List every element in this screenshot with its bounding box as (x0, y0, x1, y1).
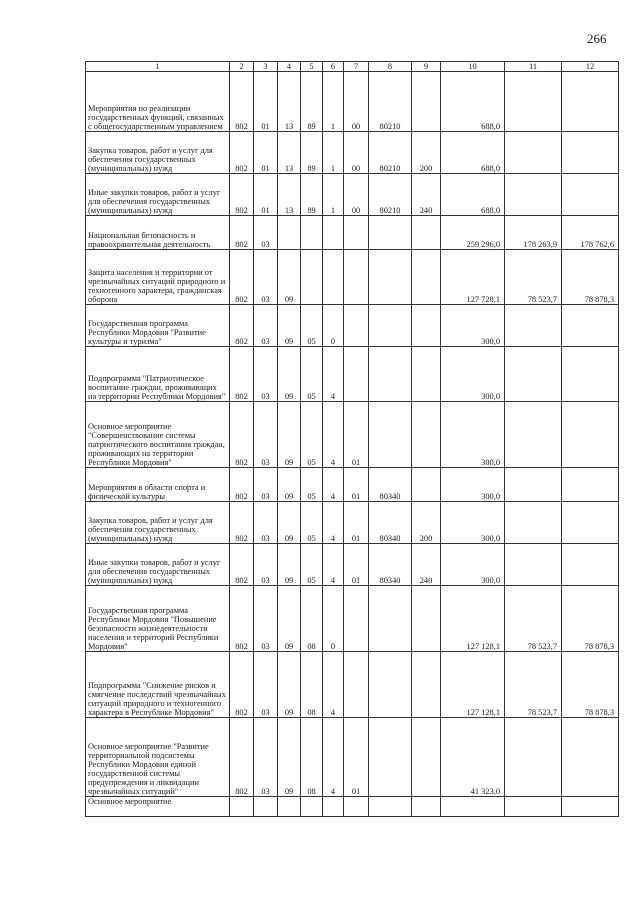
cell-col-2: 802 (230, 216, 254, 250)
cell-col-4: 09 (278, 718, 301, 797)
column-header-12: 12 (562, 62, 619, 72)
cell-col-12 (562, 544, 619, 586)
cell-col-12: 78 878,3 (562, 586, 619, 652)
cell-col-6: 4 (323, 544, 344, 586)
cell-col-11 (505, 468, 562, 502)
cell-col-4: 09 (278, 652, 301, 718)
cell-col-7 (344, 652, 369, 718)
cell-col-6: 0 (323, 305, 344, 347)
cell-col-6: 1 (323, 174, 344, 216)
cell-col-9 (412, 586, 441, 652)
cell-col-2 (230, 797, 254, 817)
cell-col-11: 78 523,7 (505, 250, 562, 305)
table-row (86, 250, 619, 305)
cell-col-5: 05 (301, 502, 323, 544)
cell-col-9 (412, 72, 441, 132)
cell-col-4: 13 (278, 174, 301, 216)
cell-col-12 (562, 797, 619, 817)
row-name: Основное мероприятие "Развитие территориальной подсистемы Республики Мордовия единой государственной системы предупреждения и ликвидации чрезвычайных ситуаций" (86, 718, 230, 797)
cell-col-6 (323, 216, 344, 250)
cell-col-9 (412, 305, 441, 347)
table-row (86, 305, 619, 347)
cell-col-8: 80210 (369, 174, 412, 216)
column-header-2: 2 (230, 62, 254, 72)
cell-col-9 (412, 797, 441, 817)
cell-col-7 (344, 305, 369, 347)
cell-col-6: 4 (323, 718, 344, 797)
cell-col-8 (369, 718, 412, 797)
cell-col-11 (505, 797, 562, 817)
column-header-8: 8 (369, 62, 412, 72)
cell-col-6: 0 (323, 586, 344, 652)
table-row (86, 718, 619, 797)
header-row (86, 62, 619, 72)
cell-col-11: 78 523,7 (505, 586, 562, 652)
cell-col-5: 89 (301, 132, 323, 174)
cell-col-3: 03 (254, 544, 278, 586)
column-header-10: 10 (441, 62, 505, 72)
cell-col-12 (562, 718, 619, 797)
row-name: Закупка товаров, работ и услуг для обеспечения государственных (муниципальных) нужд (86, 502, 230, 544)
row-name: Подпрограмма "Патриотическое воспитание граждан, проживающих на территории Республики Мордовия" (86, 347, 230, 402)
row-name: Мероприятия по реализации государственных функций, связанных с общегосударственным управлением (86, 72, 230, 132)
row-name: Национальная безопасность и правоохранительная деятельность (86, 216, 230, 250)
cell-col-8 (369, 402, 412, 468)
cell-col-2: 802 (230, 347, 254, 402)
cell-col-2: 802 (230, 502, 254, 544)
cell-col-5: 05 (301, 305, 323, 347)
cell-col-8 (369, 797, 412, 817)
cell-col-10: 127 128,1 (441, 586, 505, 652)
cell-col-10: 688,0 (441, 132, 505, 174)
cell-col-6: 4 (323, 347, 344, 402)
column-header-1: 1 (86, 62, 230, 72)
table-row (86, 174, 619, 216)
cell-col-6: 4 (323, 652, 344, 718)
cell-col-5: 05 (301, 468, 323, 502)
column-header-7: 7 (344, 62, 369, 72)
cell-col-7: 01 (344, 718, 369, 797)
cell-col-12 (562, 305, 619, 347)
cell-col-9 (412, 216, 441, 250)
cell-col-3: 03 (254, 652, 278, 718)
cell-col-7: 00 (344, 174, 369, 216)
table-row (86, 544, 619, 586)
cell-col-8: 80210 (369, 132, 412, 174)
row-name: Защита населения и территории от чрезвычайных ситуаций природного и техногенного характера, гражданская оборона (86, 250, 230, 305)
column-header-11: 11 (505, 62, 562, 72)
cell-col-9: 200 (412, 502, 441, 544)
cell-col-10: 300,0 (441, 305, 505, 347)
column-header-4: 4 (278, 62, 301, 72)
row-name: Мероприятия в области спорта и физической культуры (86, 468, 230, 502)
cell-col-9 (412, 652, 441, 718)
cell-col-5: 89 (301, 72, 323, 132)
cell-col-11 (505, 347, 562, 402)
cell-col-4: 13 (278, 72, 301, 132)
cell-col-2: 802 (230, 468, 254, 502)
cell-col-12 (562, 132, 619, 174)
cell-col-11 (505, 132, 562, 174)
cell-col-12: 178 762,6 (562, 216, 619, 250)
cell-col-8 (369, 250, 412, 305)
cell-col-10: 688,0 (441, 174, 505, 216)
cell-col-3: 01 (254, 132, 278, 174)
cell-col-3: 01 (254, 72, 278, 132)
cell-col-11 (505, 718, 562, 797)
row-name: Иные закупки товаров, работ и услуг для обеспечения государственных (муниципальных) нужд (86, 174, 230, 216)
column-header-9: 9 (412, 62, 441, 72)
budget-table (85, 61, 619, 817)
row-name: Основное мероприятие "Совершенствование системы патриотического воспитания граждан, проживающих на территории Республики Мордовия" (86, 402, 230, 468)
table-row (86, 586, 619, 652)
row-name: Закупка товаров, работ и услуг для обеспечения государственных (муниципальных) нужд (86, 132, 230, 174)
cell-col-2: 802 (230, 72, 254, 132)
column-header-3: 3 (254, 62, 278, 72)
cell-col-5: 08 (301, 718, 323, 797)
cell-col-9 (412, 402, 441, 468)
cell-col-3: 03 (254, 502, 278, 544)
cell-col-10: 688,0 (441, 72, 505, 132)
cell-col-5: 05 (301, 544, 323, 586)
cell-col-2: 802 (230, 718, 254, 797)
cell-col-4: 09 (278, 502, 301, 544)
column-header-6: 6 (323, 62, 344, 72)
cell-col-11 (505, 72, 562, 132)
cell-col-12 (562, 174, 619, 216)
cell-col-9: 200 (412, 132, 441, 174)
cell-col-4: 09 (278, 586, 301, 652)
cell-col-12 (562, 502, 619, 544)
cell-col-11: 78 523,7 (505, 652, 562, 718)
cell-col-7: 01 (344, 402, 369, 468)
cell-col-5: 08 (301, 652, 323, 718)
cell-col-4 (278, 216, 301, 250)
cell-col-9 (412, 250, 441, 305)
cell-col-5: 08 (301, 586, 323, 652)
cell-col-2: 802 (230, 132, 254, 174)
cell-col-11 (505, 174, 562, 216)
cell-col-7 (344, 216, 369, 250)
cell-col-8 (369, 347, 412, 402)
cell-col-7 (344, 347, 369, 402)
cell-col-2: 802 (230, 250, 254, 305)
table-row (86, 502, 619, 544)
cell-col-5 (301, 250, 323, 305)
cell-col-7: 01 (344, 468, 369, 502)
cell-col-10 (441, 797, 505, 817)
cell-col-2: 802 (230, 586, 254, 652)
cell-col-7 (344, 797, 369, 817)
cell-col-3: 03 (254, 216, 278, 250)
cell-col-4 (278, 797, 301, 817)
column-header-5: 5 (301, 62, 323, 72)
cell-col-11: 178 263,9 (505, 216, 562, 250)
row-name: Государственная программа Республики Мордовия "Повышение безопасности жизнедеятельности населения и территорий Республики Мордовия" (86, 586, 230, 652)
cell-col-7: 01 (344, 502, 369, 544)
table-row (86, 72, 619, 132)
cell-col-6: 1 (323, 72, 344, 132)
table-row (86, 347, 619, 402)
cell-col-10: 41 323,0 (441, 718, 505, 797)
cell-col-9 (412, 347, 441, 402)
cell-col-7: 00 (344, 132, 369, 174)
cell-col-9 (412, 468, 441, 502)
cell-col-12 (562, 347, 619, 402)
cell-col-12 (562, 402, 619, 468)
cell-col-11 (505, 402, 562, 468)
cell-col-3 (254, 797, 278, 817)
cell-col-12: 78 878,3 (562, 652, 619, 718)
cell-col-3: 03 (254, 305, 278, 347)
cell-col-9: 240 (412, 174, 441, 216)
cell-col-10: 300,0 (441, 502, 505, 544)
row-name: Иные закупки товаров, работ и услуг для обеспечения государственных (муниципальных) нужд (86, 544, 230, 586)
cell-col-11 (505, 502, 562, 544)
cell-col-3: 01 (254, 174, 278, 216)
cell-col-3: 03 (254, 468, 278, 502)
cell-col-3: 03 (254, 347, 278, 402)
cell-col-5: 89 (301, 174, 323, 216)
cell-col-6 (323, 250, 344, 305)
table-row (86, 652, 619, 718)
cell-col-10: 127 128,1 (441, 652, 505, 718)
cell-col-8 (369, 305, 412, 347)
cell-col-9 (412, 718, 441, 797)
cell-col-10: 300,0 (441, 402, 505, 468)
cell-col-3: 03 (254, 250, 278, 305)
cell-col-6: 4 (323, 402, 344, 468)
cell-col-10: 259 296,0 (441, 216, 505, 250)
cell-col-10: 300,0 (441, 347, 505, 402)
cell-col-9: 240 (412, 544, 441, 586)
cell-col-7: 00 (344, 72, 369, 132)
cell-col-4: 09 (278, 347, 301, 402)
cell-col-2: 802 (230, 305, 254, 347)
table-row (86, 797, 619, 817)
cell-col-11 (505, 305, 562, 347)
cell-col-6: 1 (323, 132, 344, 174)
cell-col-7 (344, 250, 369, 305)
cell-col-8 (369, 216, 412, 250)
cell-col-10: 127 728,1 (441, 250, 505, 305)
cell-col-5 (301, 216, 323, 250)
cell-col-5 (301, 797, 323, 817)
cell-col-3: 03 (254, 586, 278, 652)
cell-col-2: 802 (230, 544, 254, 586)
row-name: Подпрограмма "Снижение рисков и смягчение последствий чрезвычайных ситуаций природного и техногенного характера в Республике Мордовия" (86, 652, 230, 718)
cell-col-4: 09 (278, 250, 301, 305)
cell-col-4: 13 (278, 132, 301, 174)
cell-col-8 (369, 652, 412, 718)
cell-col-6: 4 (323, 502, 344, 544)
cell-col-4: 09 (278, 402, 301, 468)
cell-col-12: 78 878,3 (562, 250, 619, 305)
cell-col-4: 09 (278, 305, 301, 347)
table-row (86, 132, 619, 174)
cell-col-10: 300,0 (441, 544, 505, 586)
cell-col-2: 802 (230, 652, 254, 718)
cell-col-4: 09 (278, 544, 301, 586)
cell-col-12 (562, 468, 619, 502)
cell-col-8: 80340 (369, 502, 412, 544)
cell-col-6 (323, 797, 344, 817)
table-row (86, 216, 619, 250)
cell-col-3: 03 (254, 402, 278, 468)
cell-col-12 (562, 72, 619, 132)
row-name: Основное мероприятие (86, 797, 230, 817)
cell-col-8: 80340 (369, 468, 412, 502)
table-row (86, 402, 619, 468)
page-number: 266 (587, 31, 607, 46)
cell-col-10: 300,0 (441, 468, 505, 502)
cell-col-7: 01 (344, 544, 369, 586)
cell-col-8: 80210 (369, 72, 412, 132)
cell-col-3: 03 (254, 718, 278, 797)
row-name: Государственная программа Республики Мордовия "Развитие культуры и туризма" (86, 305, 230, 347)
cell-col-8: 80340 (369, 544, 412, 586)
cell-col-6: 4 (323, 468, 344, 502)
cell-col-5: 05 (301, 347, 323, 402)
cell-col-4: 09 (278, 468, 301, 502)
cell-col-7 (344, 586, 369, 652)
cell-col-2: 802 (230, 174, 254, 216)
cell-col-5: 05 (301, 402, 323, 468)
table-row (86, 468, 619, 502)
cell-col-11 (505, 544, 562, 586)
cell-col-2: 802 (230, 402, 254, 468)
cell-col-8 (369, 586, 412, 652)
